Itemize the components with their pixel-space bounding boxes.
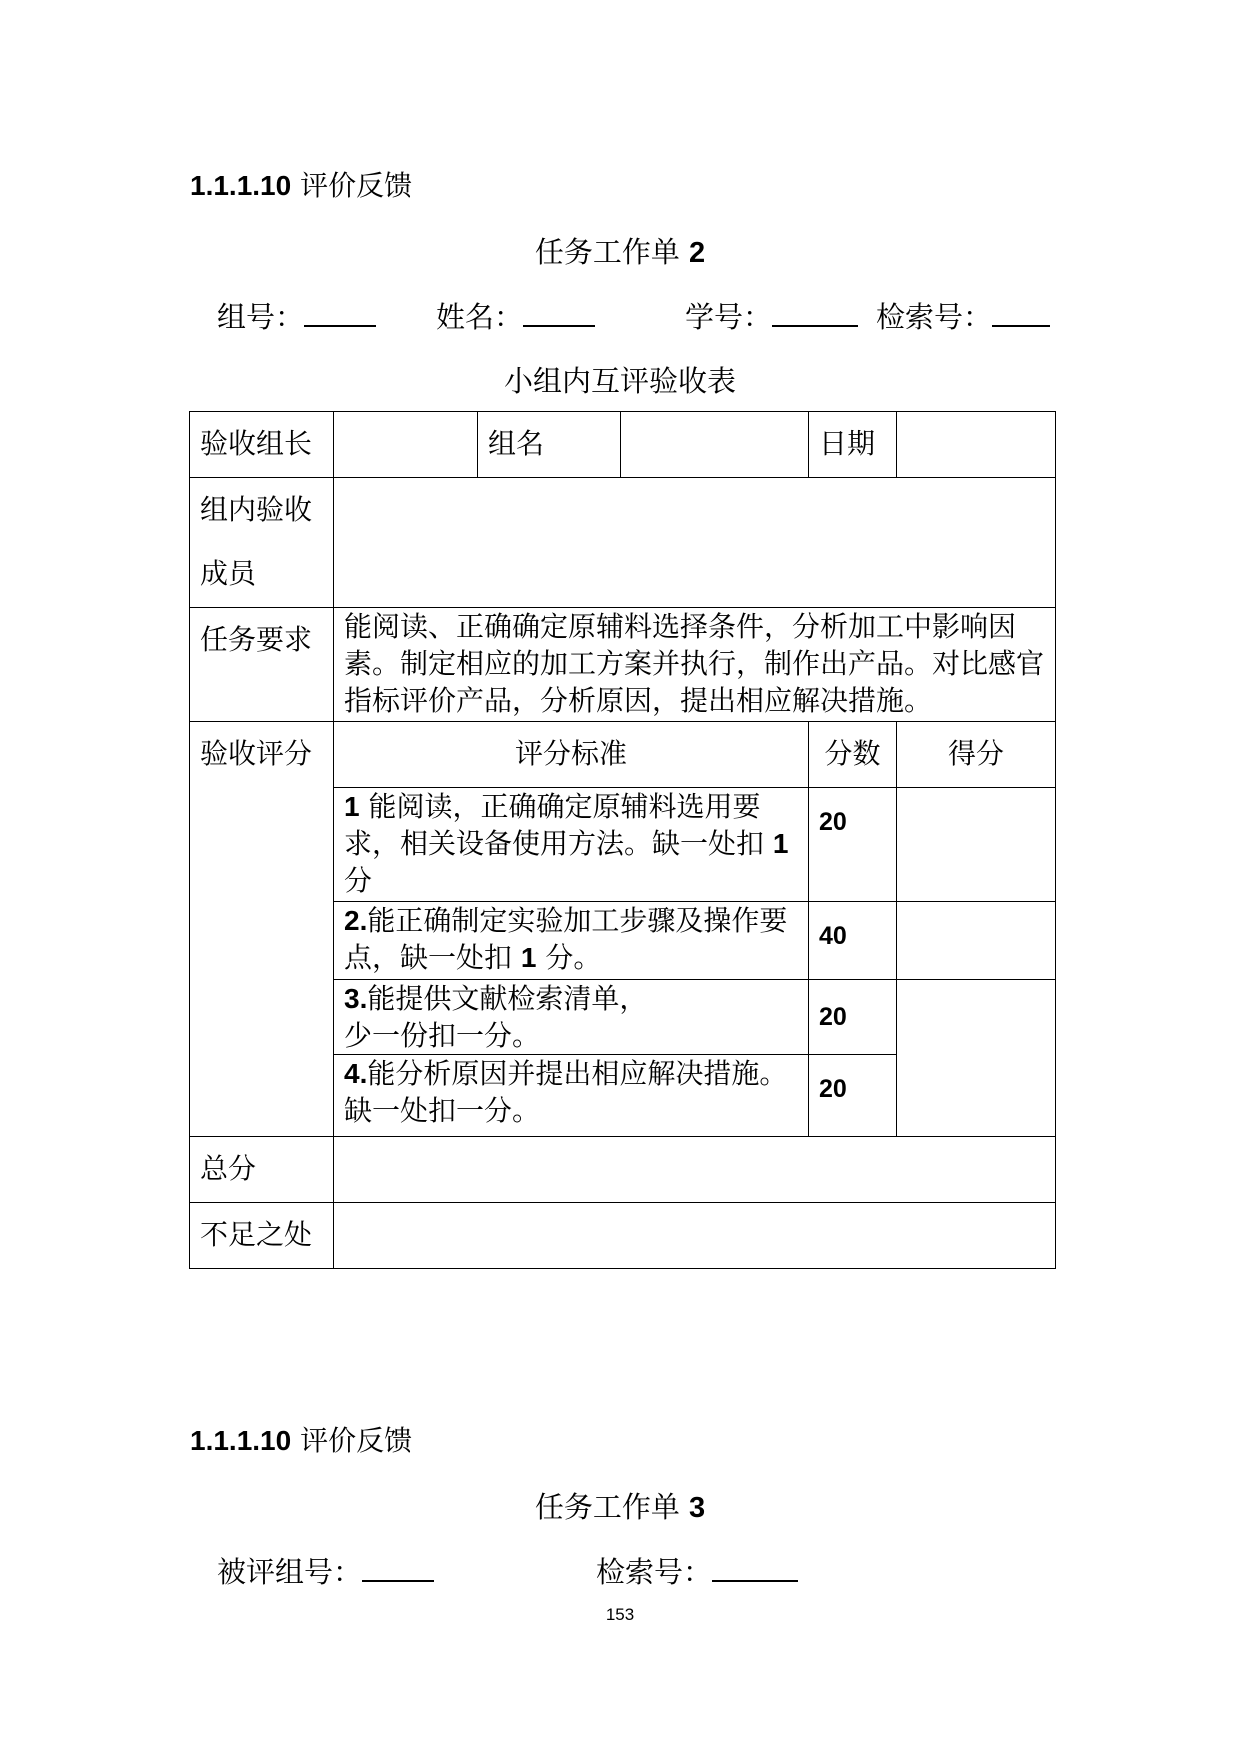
score-cell-1[interactable]	[897, 788, 1056, 902]
criterion-4	[334, 1055, 809, 1137]
points-3: 20	[809, 980, 897, 1055]
total-label: 总分	[190, 1137, 334, 1203]
members-label	[190, 478, 334, 608]
requirement-label: 任务要求	[190, 608, 334, 722]
section-heading	[190, 164, 412, 204]
score-cell-3-4[interactable]	[897, 980, 1056, 1137]
page-number: 153	[605, 1605, 635, 1624]
group-name-label: 组名	[478, 412, 621, 478]
criterion-number: 1	[344, 791, 360, 822]
search-no-blank-2[interactable]	[712, 1550, 798, 1582]
points-2: 40	[809, 902, 897, 980]
group-no-field	[217, 295, 376, 336]
criterion-text: 能分析原因并提出相应解决措施。缺一处扣一分。	[344, 1057, 788, 1127]
student-no-label: 学号：	[685, 300, 773, 334]
table-row	[190, 478, 1056, 608]
evaluated-group-field	[217, 1550, 434, 1591]
criterion-text: 能提供文献检索清单，	[367, 982, 648, 1015]
search-no-field	[876, 295, 1050, 336]
group-no-label: 组号：	[217, 300, 305, 334]
section-heading-2	[190, 1419, 412, 1459]
shortcomings-label: 不足之处	[190, 1203, 334, 1269]
shortcomings-cell[interactable]	[334, 1203, 1056, 1269]
points-header: 分数	[809, 722, 897, 788]
criterion-3	[334, 980, 809, 1055]
sheet-title	[0, 230, 1240, 271]
date-cell[interactable]	[897, 412, 1056, 478]
sheet-title-text: 任务工作单	[534, 235, 680, 269]
group-name-cell[interactable]	[621, 412, 809, 478]
search-no-field-2	[596, 1550, 798, 1591]
criterion-text-end: 少一份扣一分。	[344, 1019, 541, 1052]
criterion-text: 能正确制定实验加工步骤及操作要点，缺一处扣	[344, 904, 788, 974]
members-label-line1: 组内验收	[200, 493, 313, 526]
section-title: 评价反馈	[300, 169, 413, 202]
table-row	[190, 1203, 1056, 1269]
members-label-line2: 成员	[200, 557, 257, 590]
student-no-blank[interactable]	[772, 295, 858, 327]
student-no-field	[685, 295, 858, 336]
group-no-blank[interactable]	[304, 295, 376, 327]
score-header: 得分	[897, 722, 1056, 788]
criterion-deduct-number: 1	[520, 942, 537, 973]
criteria-header: 评分标准	[334, 722, 809, 788]
score-cell-2[interactable]	[897, 902, 1056, 980]
points-4: 20	[809, 1055, 897, 1137]
section-title-2: 评价反馈	[300, 1424, 413, 1457]
table-row	[190, 722, 1056, 788]
criterion-number: 4.	[344, 1058, 368, 1089]
name-label: 姓名：	[436, 300, 524, 334]
name-blank[interactable]	[523, 295, 595, 327]
total-cell[interactable]	[334, 1137, 1056, 1203]
leader-label: 验收组长	[190, 412, 334, 478]
evaluation-table	[189, 411, 1056, 1269]
table-row	[190, 412, 1056, 478]
requirement-text: 能阅读、正确确定原辅料选择条件，分析加工中影响因素。制定相应的加工方案并执行，制作出产品。对比感官指标评价产品，分析原因，提出相应解决措施。	[334, 608, 1056, 722]
evaluated-group-blank[interactable]	[362, 1550, 434, 1582]
sheet-number: 2	[689, 237, 706, 269]
date-label: 日期	[809, 412, 897, 478]
evaluated-group-label: 被评组号：	[217, 1555, 363, 1589]
scoring-label: 验收评分	[190, 722, 334, 1137]
points-1: 20	[809, 788, 897, 902]
search-no-label: 检索号：	[876, 300, 993, 334]
members-cell[interactable]	[334, 478, 1056, 608]
search-no-blank[interactable]	[992, 295, 1050, 327]
sheet-title-2	[0, 1485, 1240, 1526]
sheet-number-2: 3	[689, 1492, 706, 1524]
criterion-number: 3.	[344, 983, 368, 1014]
criterion-2	[334, 902, 809, 980]
search-no-label-2: 检索号：	[596, 1555, 713, 1589]
table-row	[190, 608, 1056, 722]
criterion-text-end: 分	[344, 864, 373, 897]
section-number-2: 1.1.1.10	[190, 1425, 292, 1456]
section-number: 1.1.1.10	[190, 170, 292, 201]
criterion-number: 2.	[344, 905, 368, 936]
table-row	[190, 1137, 1056, 1203]
table-title: 小组内互评验收表	[503, 364, 736, 398]
criterion-text-end: 分。	[536, 941, 602, 974]
criterion-1	[334, 788, 809, 902]
sheet-title-text-2: 任务工作单	[534, 1490, 680, 1524]
criterion-deduct-number: 1	[772, 828, 789, 859]
name-field	[436, 295, 595, 336]
leader-cell[interactable]	[334, 412, 478, 478]
criterion-text: 能阅读，正确确定原辅料选用要求，相关设备使用方法。缺一处扣	[344, 790, 773, 860]
